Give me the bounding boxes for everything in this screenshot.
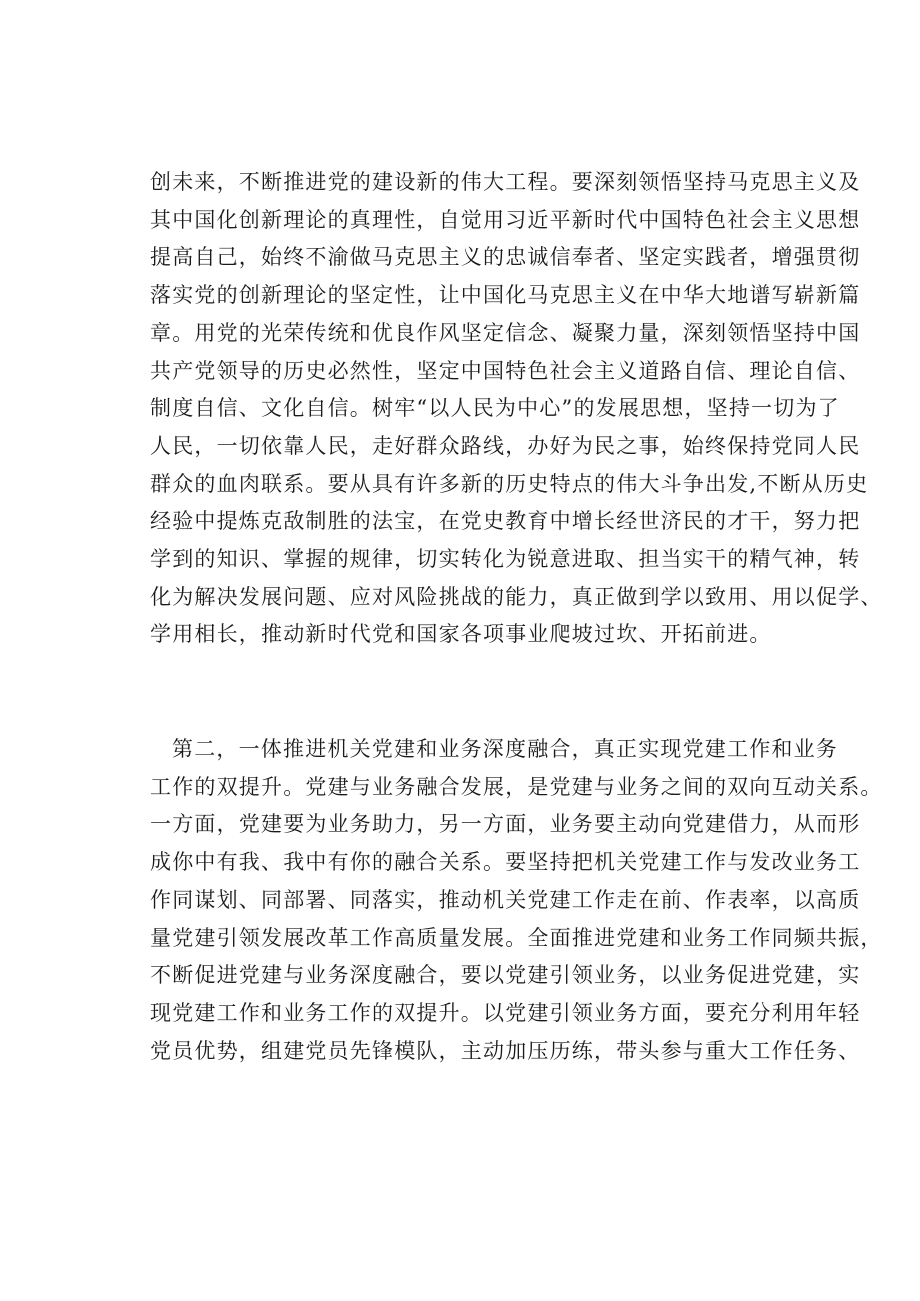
text-line: 其中国化创新理论的真理性，自觉用习近平新时代中国特色社会主义思想	[150, 207, 861, 232]
text-line: 量党建引领发展改革工作高质量发展。全面推进党建和业务工作同频共振，	[150, 925, 883, 950]
text-line: 现党建工作和业务工作的双提升。以党建引领业务方面，要充分利用年轻	[150, 1000, 861, 1025]
text-line: 第二，一体推进机关党建和业务深度融合，真正实现党建工作和业务	[172, 737, 838, 761]
text-line: 共产党领导的历史必然性，坚定中国特色社会主义道路自信、理论自信、	[150, 358, 861, 383]
text-line: 群众的血肉联系。要从具有许多新的历史特点的伟大斗争出发,不断从历史	[150, 471, 869, 496]
text-line: 学到的知识、掌握的规律，切实转化为锐意进取、担当实干的精气神，转	[150, 547, 861, 571]
text-line: 落实党的创新理论的坚定性，让中国化马克思主义在中华大地谱写崭新篇	[150, 283, 861, 308]
text-line: 创未来，不断推进党的建设新的伟大工程。要深刻领悟坚持马克思主义及	[150, 170, 861, 194]
text-line: 化为解决发展问题、应对风险挑战的能力，真正做到学以致用、用以促学、	[150, 584, 883, 609]
text-line: 学用相长，推动新时代党和国家各项事业爬坡过坎、开拓前进。	[150, 622, 772, 647]
text-line: 章。用党的光荣传统和优良作风坚定信念、凝聚力量，深刻领悟坚持中国	[150, 320, 861, 345]
text-line: 工作的双提升。党建与业务融合发展，是党建与业务之间的双向互动关系。	[150, 774, 883, 799]
text-line: 人民，一切依靠人民，走好群众路线，办好为民之事，始终保持党同人民	[150, 433, 861, 458]
text-line: 提高自己，始终不渝做马克思主义的忠诚信奉者、坚定实践者，增强贯彻	[150, 245, 861, 270]
text-line: 党员优势，组建党员先锋模队，主动加压历练，带头参与重大工作任务、	[150, 1038, 861, 1063]
text-line: 经验中提炼克敌制胜的法宝，在党史教育中增长经世济民的才干，努力把	[150, 509, 861, 534]
text-line: 一方面，党建要为业务助力，另一方面，业务要主动向党建借力，从而形	[150, 812, 861, 837]
text-line: 制度自信、文化自信。树牢“以人民为中心”的发展思想，坚持一切为了	[150, 396, 840, 421]
text-line: 不断促进党建与业务深度融合，要以党建引领业务，以业务促进党建，实	[150, 963, 861, 988]
text-line: 成你中有我、我中有你的融合关系。要坚持把机关党建工作与发改业务工	[150, 850, 861, 875]
text-line: 作同谋划、同部署、同落实，推动机关党建工作走在前、作表率，以高质	[150, 887, 861, 912]
